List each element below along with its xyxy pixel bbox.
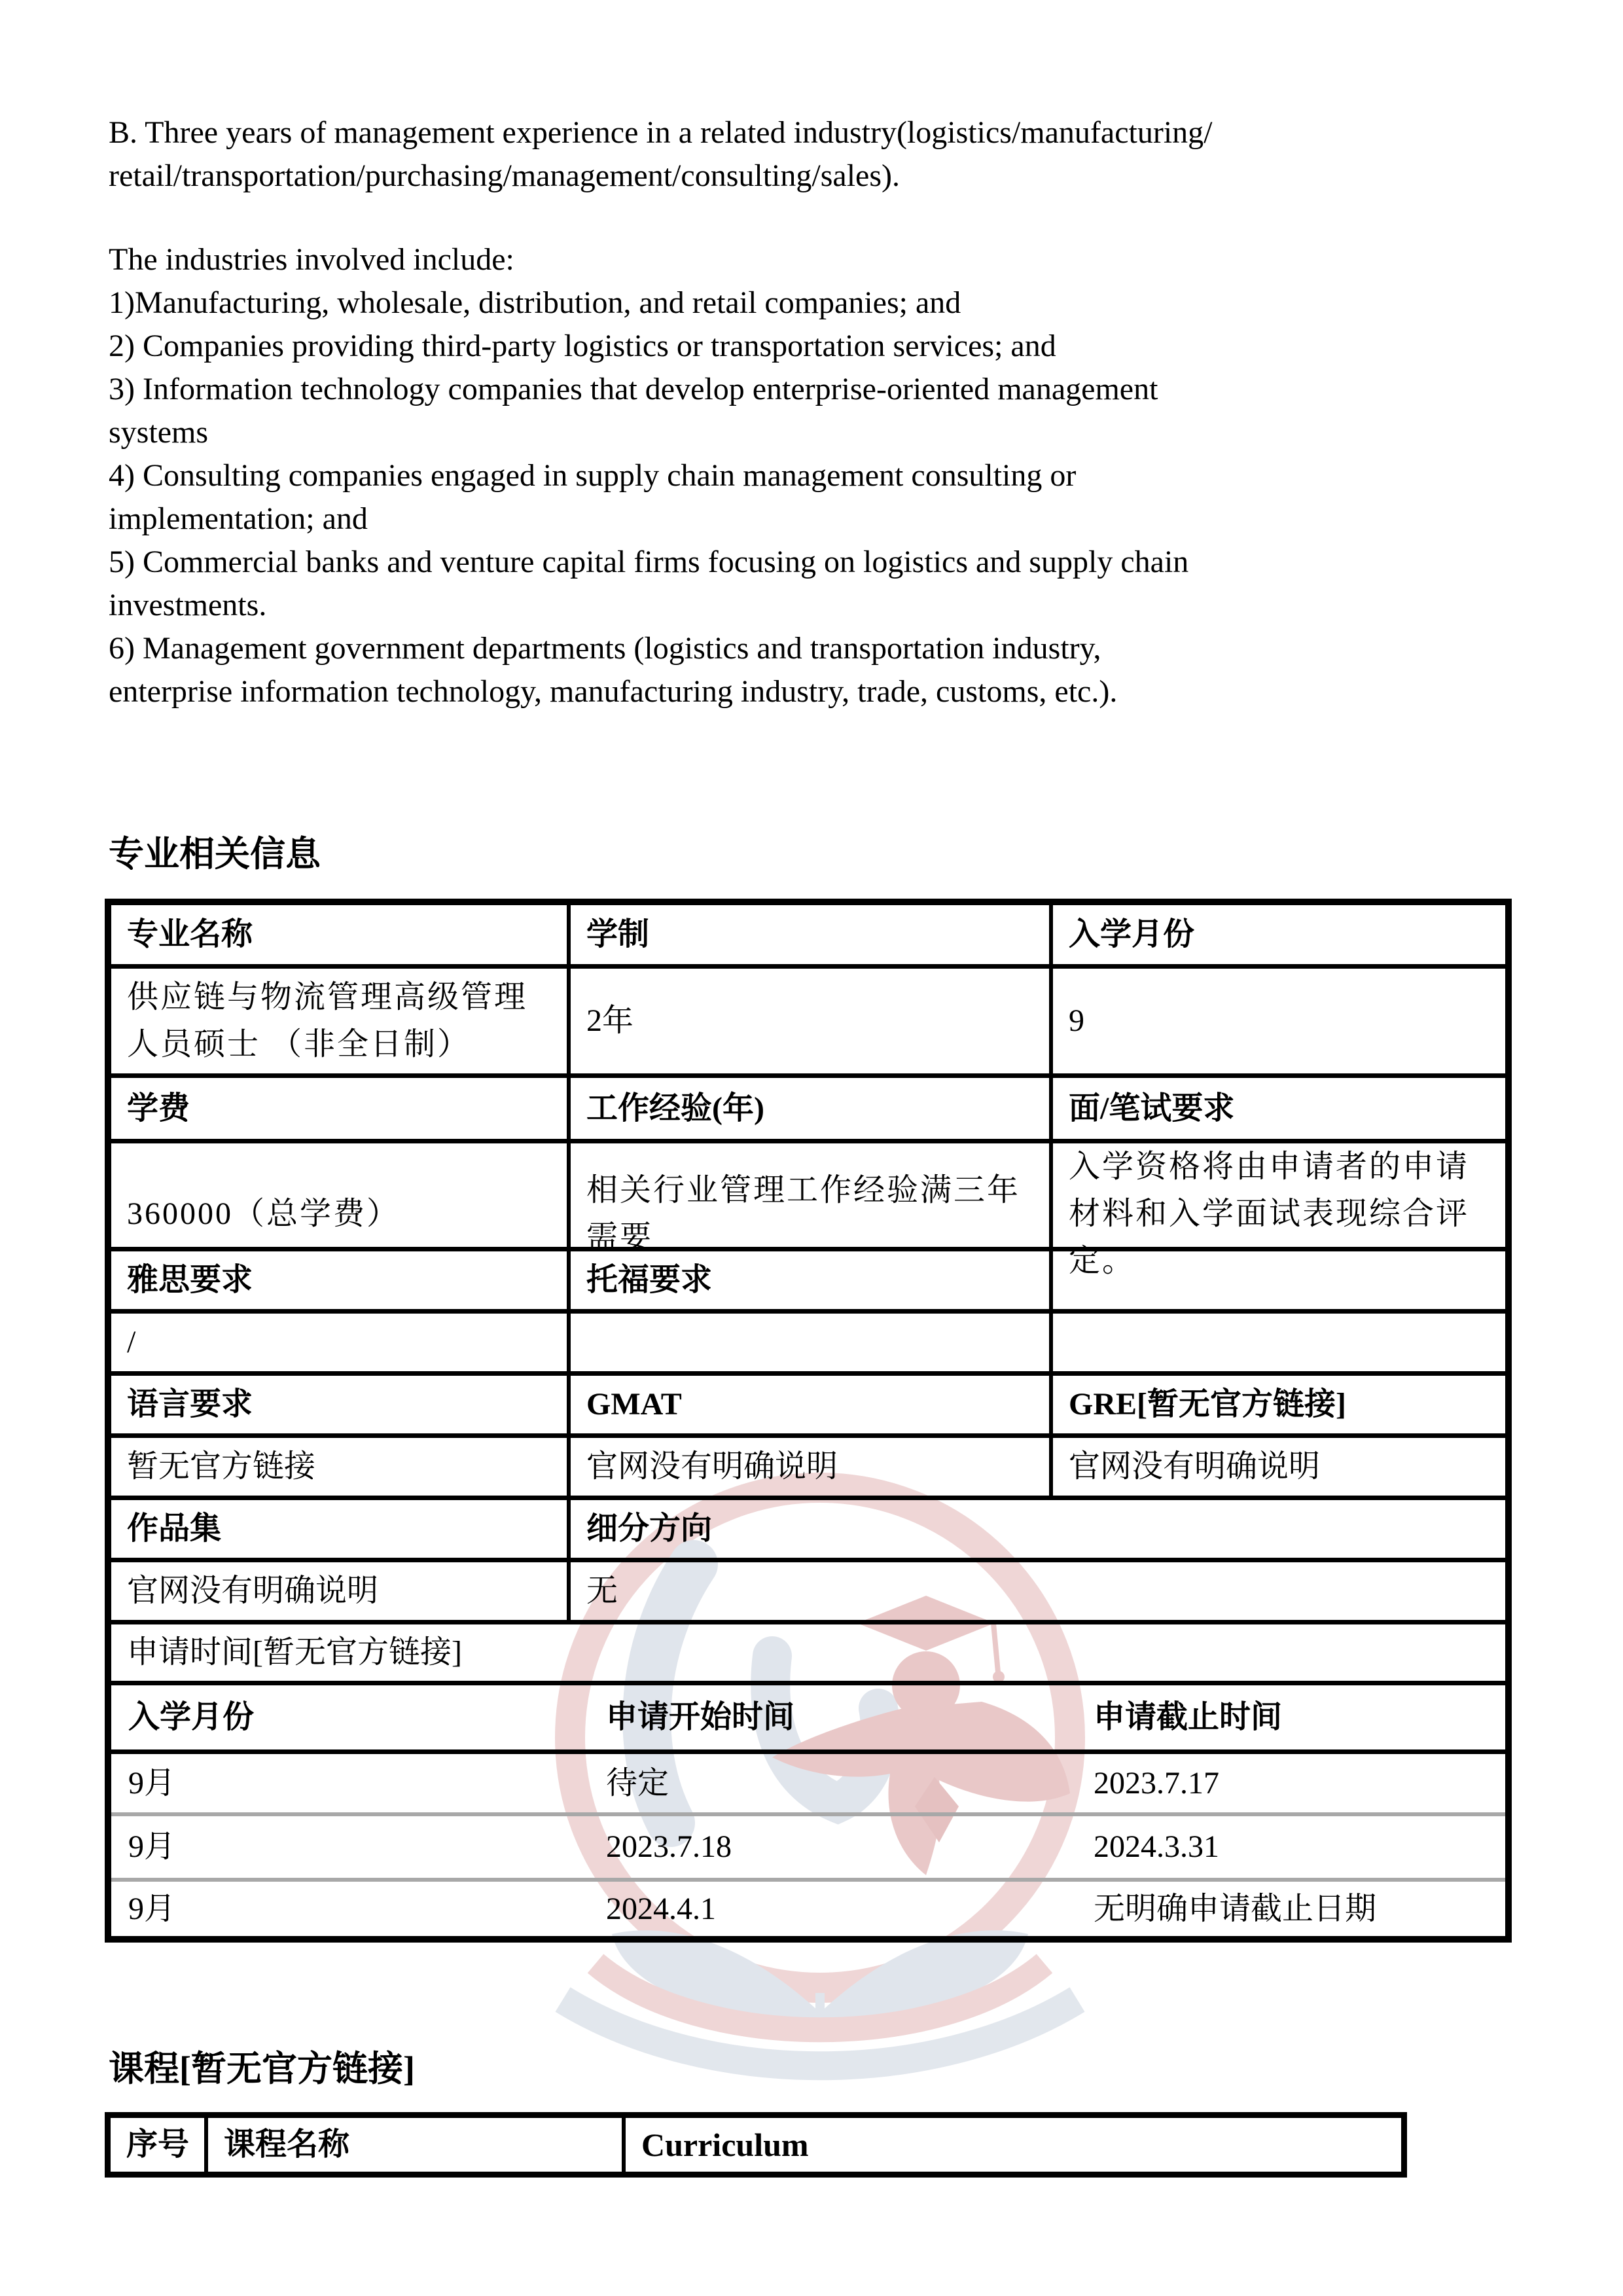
header-cell-apply-deadline: 申请截止时间 <box>1094 1700 1283 1734</box>
cell-specialization: 无 <box>567 1562 1505 1620</box>
header-cell-ielts: 雅思要求 <box>127 1263 253 1297</box>
header-cell-gre: GRE[暂无官方链接] <box>1049 1376 1505 1433</box>
intro-line: 3) Information technology companies that develop enterprise-oriented management <box>109 372 1158 406</box>
intro-paragraph <box>109 111 1213 713</box>
header-cell-duration: 学制 <box>567 905 1049 964</box>
cell-language: 暂无官方链接 <box>127 1449 316 1484</box>
header-cell-tuition: 学费 <box>127 1090 190 1126</box>
intro-line: 6) Management government departments (logistics and transportation industry, <box>109 631 1101 666</box>
cell-apply-start: 待定 <box>606 1765 669 1801</box>
table-row <box>111 1309 1505 1371</box>
cell-tuition: 360000（总学费） <box>127 1196 401 1231</box>
cell-gre: 官网没有明确说明 <box>1049 1438 1505 1496</box>
cell-major-name: 供应链与物流管理高级管理人员硕士 （非全日制） <box>127 980 528 1062</box>
cell-work-experience: 相关行业管理工作经验满三年需要 <box>567 1143 1049 1285</box>
major-info-table <box>105 899 1512 1943</box>
table-row-header <box>111 1371 1505 1433</box>
schedule-header-row <box>111 1681 1505 1749</box>
table-row-header <box>111 1247 1505 1309</box>
table-row <box>111 1558 1505 1620</box>
paragraph-gap <box>109 198 1213 238</box>
intro-line: retail/transportation/purchasing/management/consulting/sales). <box>109 158 900 193</box>
cell-apply-start: 2024.4.1 <box>606 1891 716 1926</box>
cell-apply-deadline: 2023.7.17 <box>1094 1765 1219 1801</box>
table-row <box>111 1139 1505 1278</box>
intro-line: systems <box>109 415 209 450</box>
cell-interview-exam: 入学资格将由申请者的申请材料和入学面试表现综合评定。 <box>1049 1143 1505 1285</box>
cell-application-time-title: 申请时间[暂无官方链接] <box>127 1635 462 1670</box>
intro-line: enterprise information technology, manufacturing industry, trade, customs, etc.). <box>109 674 1118 709</box>
cell-ielts: / <box>127 1325 136 1359</box>
cell-apply-deadline: 无明确申请截止日期 <box>1094 1891 1377 1926</box>
cell-entry-month: 9 <box>1049 969 1505 1073</box>
header-cell-toefl: 托福要求 <box>567 1251 1049 1309</box>
table-row <box>111 964 1505 1073</box>
schedule-row <box>111 1749 1505 1812</box>
header-cell-entry-month: 入学月份 <box>1049 905 1505 964</box>
cell-entry-month: 9月 <box>128 1765 176 1801</box>
intro-line: The industries involved include: <box>109 242 514 277</box>
header-cell-curriculum: Curriculum <box>622 2118 1401 2172</box>
cell-portfolio: 官网没有明确说明 <box>127 1573 379 1608</box>
header-cell-work-experience: 工作经验(年) <box>567 1078 1049 1139</box>
section-title-courses: 课程[暂无官方链接] <box>109 2049 415 2089</box>
cell-entry-month: 9月 <box>128 1829 176 1864</box>
header-cell-major-name: 专业名称 <box>127 917 253 952</box>
section-title-major-info: 专业相关信息 <box>109 834 321 874</box>
course-table <box>105 2112 1407 2178</box>
header-cell-specialization: 细分方向 <box>567 1500 1505 1558</box>
cell-duration: 2年 <box>567 969 1049 1073</box>
header-cell-interview-exam: 面/笔试要求 <box>1049 1078 1505 1139</box>
schedule-row <box>111 1878 1505 1936</box>
intro-line: 1)Manufacturing, wholesale, distribution, and retail companies; and <box>109 285 961 320</box>
intro-line: investments. <box>109 588 267 622</box>
cell-entry-month: 9月 <box>128 1891 176 1926</box>
header-cell-gmat: GMAT <box>567 1376 1049 1433</box>
table-row <box>111 1433 1505 1496</box>
header-cell-entry-month: 入学月份 <box>128 1700 255 1734</box>
table-row-header <box>111 1496 1505 1558</box>
cell-apply-deadline: 2024.3.31 <box>1094 1829 1219 1864</box>
header-cell-apply-start: 申请开始时间 <box>606 1700 795 1734</box>
cell-toefl <box>567 1314 1049 1371</box>
intro-line: 2) Companies providing third-party logistics or transportation services; and <box>109 329 1056 363</box>
intro-line: 4) Consulting companies engaged in supply chain management consulting or <box>109 458 1077 493</box>
header-cell-language: 语言要求 <box>127 1387 253 1422</box>
cell-apply-start: 2023.7.18 <box>606 1829 732 1864</box>
schedule-row <box>111 1812 1505 1878</box>
header-cell-portfolio: 作品集 <box>127 1511 222 1546</box>
intro-line: implementation; and <box>109 501 368 536</box>
header-cell-index: 序号 <box>126 2127 190 2162</box>
cell-gmat: 官网没有明确说明 <box>567 1438 1049 1496</box>
table-row <box>111 1620 1505 1681</box>
cell-empty <box>1049 1314 1505 1371</box>
table-row-header <box>111 1073 1505 1139</box>
header-cell-course-name: 课程名称 <box>204 2118 622 2172</box>
intro-line: 5) Commercial banks and venture capital firms focusing on logistics and supply chain <box>109 545 1189 579</box>
table-row-header <box>111 905 1505 964</box>
intro-line: B. Three years of management experience in a related industry(logistics/manufacturing/ <box>109 115 1213 150</box>
header-cell-empty <box>1049 1251 1505 1309</box>
